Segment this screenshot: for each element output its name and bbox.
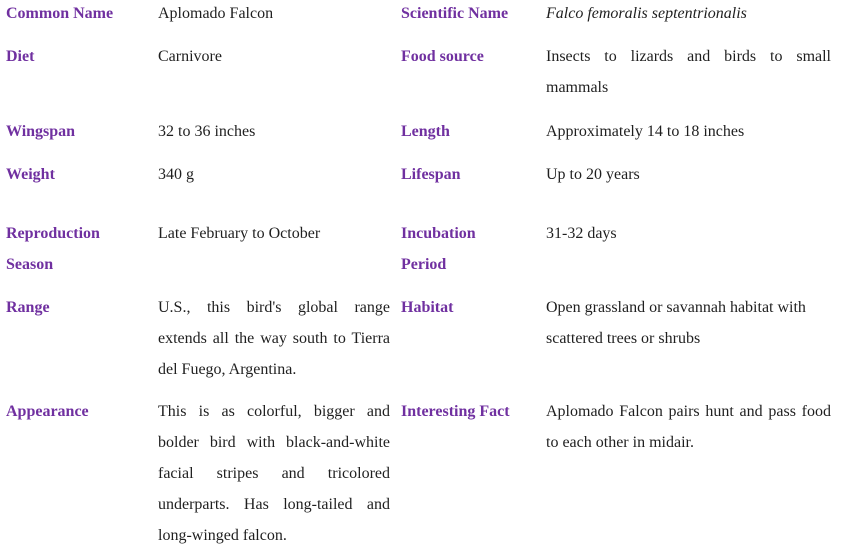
lifespan-label: Lifespan [401,166,461,183]
reproduction-season-label: Reproduction Season [6,225,100,273]
diet-value: Carnivore [158,48,222,65]
weight-value: 340 g [158,166,194,183]
habitat-label: Habitat [401,299,454,316]
appearance-label: Appearance [6,403,89,420]
habitat-value: Open grassland or savannah habitat with scattered trees or shrubs [546,299,806,347]
interesting-fact-value: Aplomado Falcon pairs hunt and pass food to each other in midair. [546,403,831,451]
incubation-period-value: 31-32 days [546,225,617,242]
reproduction-season-value: Late February to October [158,225,321,242]
food-source-label: Food source [401,48,484,65]
appearance-value: This is as colorful, bigger and bolder bird with black-and-white facial stripes and tricolored underparts. Has long-tailed and long-winged falcon. [158,403,390,544]
lifespan-value: Up to 20 years [546,166,640,183]
common-name-value: Aplomado Falcon [158,5,274,22]
length-label: Length [401,123,450,140]
diet-label: Diet [6,48,35,65]
range-value: U.S., this bird's global range extends all the way south to Tierra del Fuego, Argentina. [158,299,390,378]
length-value: Approximately 14 to 18 inches [546,123,745,140]
range-label: Range [6,299,50,316]
interesting-fact-label: Interesting Fact [401,403,510,420]
wingspan-value: 32 to 36 inches [158,123,256,140]
common-name-label: Common Name [6,5,114,22]
incubation-period-label: Incubation Period [401,225,476,273]
scientific-name-value: Falco femoralis septentrionalis [546,5,747,22]
food-source-value: Insects to lizards and birds to small mammals [546,48,831,96]
weight-label: Weight [6,166,55,183]
scientific-name-label: Scientific Name [401,5,509,22]
wingspan-label: Wingspan [6,123,76,140]
